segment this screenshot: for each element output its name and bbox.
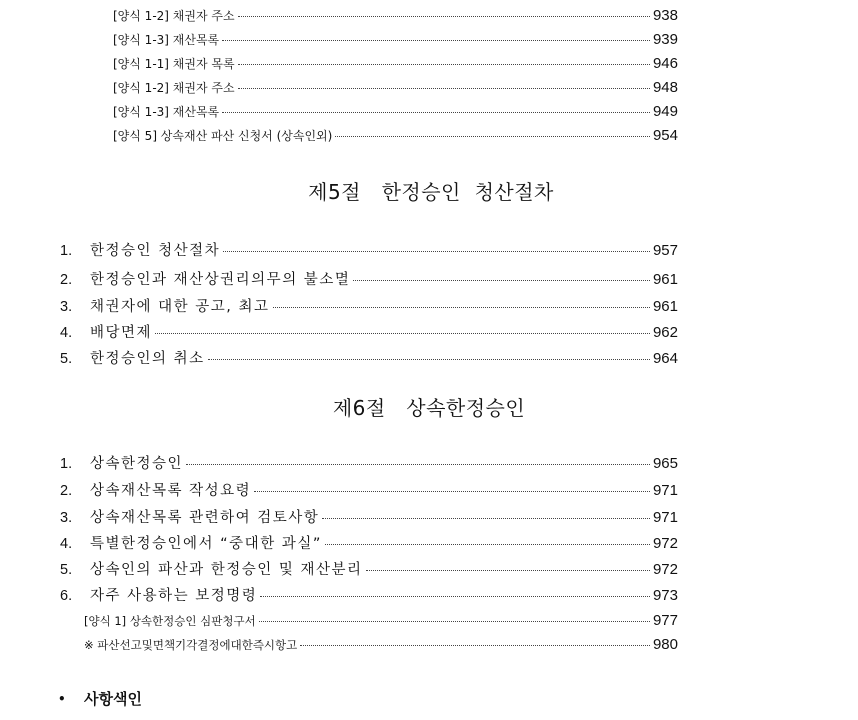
toc-entry-number: 6. — [60, 588, 73, 604]
toc-entry-label: 한정승인과 재산상권리의무의 불소멸 — [90, 272, 351, 288]
toc-entry[interactable] — [60, 351, 678, 367]
toc-form-entry[interactable] — [113, 128, 678, 143]
toc-page-number: 972 — [652, 561, 678, 578]
leader-dots — [238, 16, 650, 17]
index-entry[interactable] — [58, 688, 142, 709]
toc-form-entry[interactable] — [113, 8, 678, 23]
leader-dots — [238, 88, 650, 89]
toc-entry-label: 상속인의 파산과 한정승인 및 재산분리 — [90, 562, 363, 578]
toc-entry[interactable] — [60, 272, 678, 288]
toc-entry-label: [양식 1-2] 채권자 주소 — [113, 9, 235, 23]
toc-entry-number: 5. — [60, 351, 73, 367]
toc-form-entry[interactable] — [113, 80, 678, 95]
toc-entry-label: [양식 1-3] 재산목록 — [113, 33, 220, 47]
toc-page-number: 965 — [652, 455, 678, 472]
toc-entry-label: [양식 5] 상속재산 파산 신청서 (상속인외) — [113, 129, 333, 143]
toc-form-entry[interactable] — [84, 637, 678, 652]
toc-entry-number: 4. — [60, 325, 73, 341]
toc-page-number: 980 — [652, 636, 678, 653]
toc-entry[interactable] — [60, 325, 678, 341]
toc-entry-number: 3. — [60, 299, 73, 315]
leader-dots — [208, 359, 650, 360]
toc-entry-label: [양식 1-2] 채권자 주소 — [113, 81, 235, 95]
section-title: 제5절 한정승인 청산절차 — [308, 180, 554, 204]
toc-page-number: 961 — [652, 298, 678, 315]
leader-dots — [260, 596, 650, 597]
toc-entry-label: 한정승인의 취소 — [90, 351, 205, 367]
leader-dots — [273, 307, 650, 308]
leader-dots — [353, 280, 650, 281]
toc-form-entry[interactable] — [84, 613, 678, 628]
leader-dots — [222, 40, 650, 41]
leader-dots — [254, 491, 650, 492]
leader-dots — [259, 621, 650, 622]
toc-page-number: 961 — [652, 271, 678, 288]
toc-entry-label: 배당면제 — [90, 325, 153, 341]
bullet-icon: • — [58, 691, 66, 706]
toc-page-number: 948 — [652, 79, 678, 96]
toc-entry-number: 2. — [60, 483, 73, 499]
toc-entry-number: 5. — [60, 562, 73, 578]
leader-dots — [238, 64, 650, 65]
toc-entry-number: 3. — [60, 510, 73, 526]
toc-entry-label: 자주 사용하는 보정명령 — [90, 588, 258, 604]
leader-dots — [155, 333, 650, 334]
toc-entry[interactable] — [60, 510, 678, 526]
leader-dots — [186, 464, 650, 465]
toc-entry[interactable] — [60, 299, 678, 315]
leader-dots — [223, 251, 650, 252]
toc-entry[interactable] — [60, 536, 678, 552]
toc-entry-label: 채권자에 대한 공고, 최고 — [90, 299, 270, 315]
toc-entry-label: 특별한정승인에서 “중대한 과실” — [90, 536, 322, 552]
toc-page-number: 971 — [652, 509, 678, 526]
toc-entry[interactable] — [60, 243, 678, 259]
toc-entry-label: [양식 1] 상속한정승인 심판청구서 — [84, 614, 256, 628]
toc-page-number: 946 — [652, 55, 678, 72]
toc-entry-label: 상속재산목록 관련하여 검토사항 — [90, 510, 320, 526]
section-title: 제6절 상속한정승인 — [332, 396, 526, 420]
leader-dots — [366, 570, 650, 571]
toc-page-number: 972 — [652, 535, 678, 552]
toc-page-number: 962 — [652, 324, 678, 341]
toc-page-number: 957 — [652, 242, 678, 259]
toc-entry-label: 상속재산목록 작성요령 — [90, 483, 252, 499]
toc-entry-number: 4. — [60, 536, 73, 552]
toc-page-number: 977 — [652, 612, 678, 629]
toc-entry[interactable] — [60, 483, 678, 499]
leader-dots — [335, 136, 650, 137]
toc-page-number: 971 — [652, 482, 678, 499]
toc-entry-number: 2. — [60, 272, 73, 288]
toc-page-number: 949 — [652, 103, 678, 120]
toc-entry-number: 1. — [60, 456, 73, 472]
index-label: 사항색인 — [84, 690, 142, 708]
toc-entry-label: 상속한정승인 — [90, 456, 184, 472]
toc-page-number: 939 — [652, 31, 678, 48]
leader-dots — [325, 544, 650, 545]
toc-form-entry[interactable] — [113, 32, 678, 47]
toc-entry-label: ※ 파산선고및면책기각결정에대한즉시항고 — [84, 638, 298, 652]
toc-entry[interactable] — [60, 562, 678, 578]
toc-form-entry[interactable] — [113, 104, 678, 119]
toc-form-entry[interactable] — [113, 56, 678, 71]
toc-entry-label: 한정승인 청산절차 — [90, 243, 221, 259]
leader-dots — [300, 645, 650, 646]
toc-entry-label: [양식 1-1] 채권자 목록 — [113, 57, 235, 71]
leader-dots — [222, 112, 650, 113]
toc-entry[interactable] — [60, 456, 678, 472]
toc-page-number: 973 — [652, 587, 678, 604]
toc-page-number: 938 — [652, 7, 678, 24]
toc-entry-label: [양식 1-3] 재산목록 — [113, 105, 220, 119]
toc-entry-number: 1. — [60, 243, 73, 259]
toc-entry[interactable] — [60, 588, 678, 604]
toc-page-number: 964 — [652, 350, 678, 367]
leader-dots — [322, 518, 650, 519]
toc-page-number: 954 — [652, 127, 678, 144]
